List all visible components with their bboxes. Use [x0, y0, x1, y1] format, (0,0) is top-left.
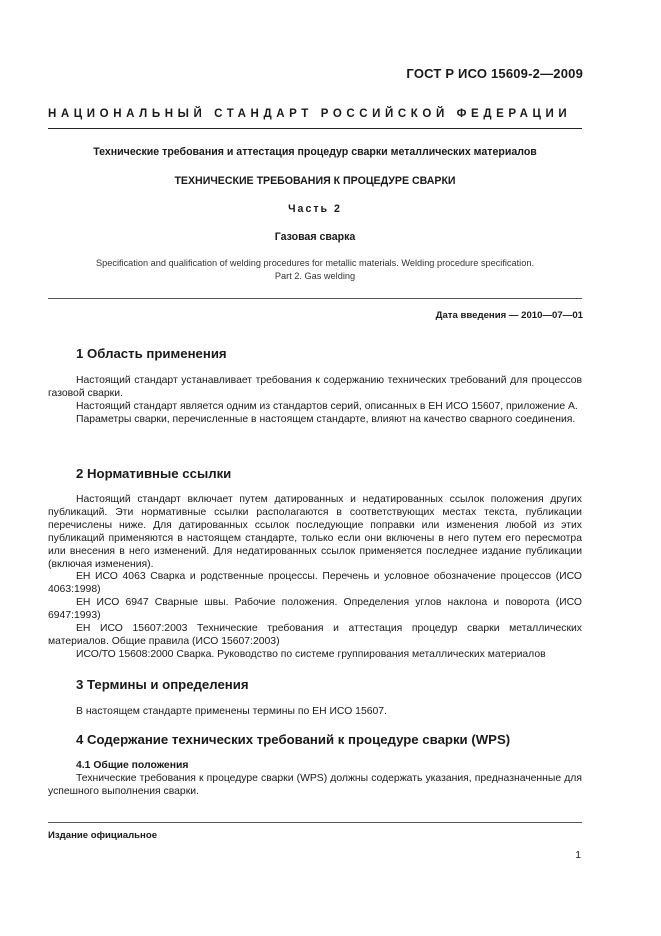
header-rule: [48, 128, 582, 129]
section-2-body: [48, 494, 582, 662]
national-standard-banner: НАЦИОНАЛЬНЫЙ СТАНДАРТ РОССИЙСКОЙ ФЕДЕРАЦИИ: [48, 108, 572, 120]
section-2-reference-2: ЕН ИСО 6947 Сварные швы. Рабочие положения. Определения углов наклона и поворота (ИСО 6947:1993): [48, 597, 582, 622]
section-4-body: [48, 773, 582, 799]
section-1-body: [48, 375, 582, 427]
english-title-line2: Part 2. Gas welding: [274, 271, 356, 281]
english-title-line1: Specification and qualification of welding procedures for metallic materials. Welding procedure specification.: [96, 258, 534, 268]
section-2-paragraph-1: Настоящий стандарт включает путем датированных и недатированных ссылок положения других публикаций. Эти нормативные ссылки располагаются в соответствующих местах текста, публикации перечислены ниже. Для датированных ссылок последующие поправки или изменения любой из этих публикаций применяются в настоящем стандарте, только если они включены в него путем его пересмотра или внесения в него изменений. Для недатированных ссылок применяется последнее издание публикации (включая изменения).: [48, 494, 582, 570]
section-1-paragraph-3: Параметры сварки, перечисленные в настоящем стандарте, влияют на качество сварного соединения.: [76, 413, 576, 425]
footer-rule: [48, 822, 582, 823]
section-4-heading: 4 Содержание технических требований к процедуре сварки (WPS): [76, 732, 511, 747]
section-2-heading: 2 Нормативные ссылки: [76, 466, 232, 481]
section-2-reference-4: ИСО/ТО 15608:2000 Сварка. Руководство по системе группирования металлических материалов: [76, 648, 546, 660]
section-3-heading: 3 Термины и определения: [76, 677, 249, 692]
section-4-1-heading: 4.1 Общие положения: [76, 760, 189, 771]
part-subtitle: Газовая сварка: [274, 231, 356, 243]
title-rule: [48, 298, 582, 299]
main-title: ТЕХНИЧЕСКИЕ ТРЕБОВАНИЯ К ПРОЦЕДУРЕ СВАРКИ: [174, 175, 456, 187]
section-4-paragraph-1: Технические требования к процедуре сварки (WPS) должны содержать указания, предназначенные для успешного выполнения сварки.: [48, 773, 582, 797]
section-2-reference-1: ЕН ИСО 4063 Сварка и родственные процессы. Перечень и условное обозначение процессов (ИСО 4063:1998): [48, 571, 582, 596]
page-number: 1: [575, 850, 581, 861]
official-edition-label: Издание официальное: [48, 830, 158, 841]
general-title: Технические требования и аттестация процедур сварки металлических материалов: [93, 146, 537, 158]
section-1-heading: 1 Область применения: [76, 346, 227, 361]
section-3-paragraph-1: В настоящем стандарте применены термины по ЕН ИСО 15607.: [76, 706, 387, 717]
section-2-reference-3: ЕН ИСО 15607:2003 Технические требования и аттестация процедур сварки металлических материалов. Общие правила (ИСО 15607:2003): [48, 623, 582, 647]
part-label: Часть 2: [288, 203, 342, 215]
document-code: ГОСТ Р ИСО 15609-2—2009: [406, 66, 583, 81]
section-3-body: [48, 706, 582, 719]
section-1-paragraph-1: Настоящий стандарт устанавливает требования к содержанию технических требований для процессов газовой сварки.: [48, 375, 582, 399]
section-1-paragraph-2: Настоящий стандарт является одним из стандартов серий, описанных в ЕН ИСО 15607, приложение А.: [76, 400, 578, 412]
introduction-date: Дата введения — 2010—07—01: [435, 310, 583, 321]
